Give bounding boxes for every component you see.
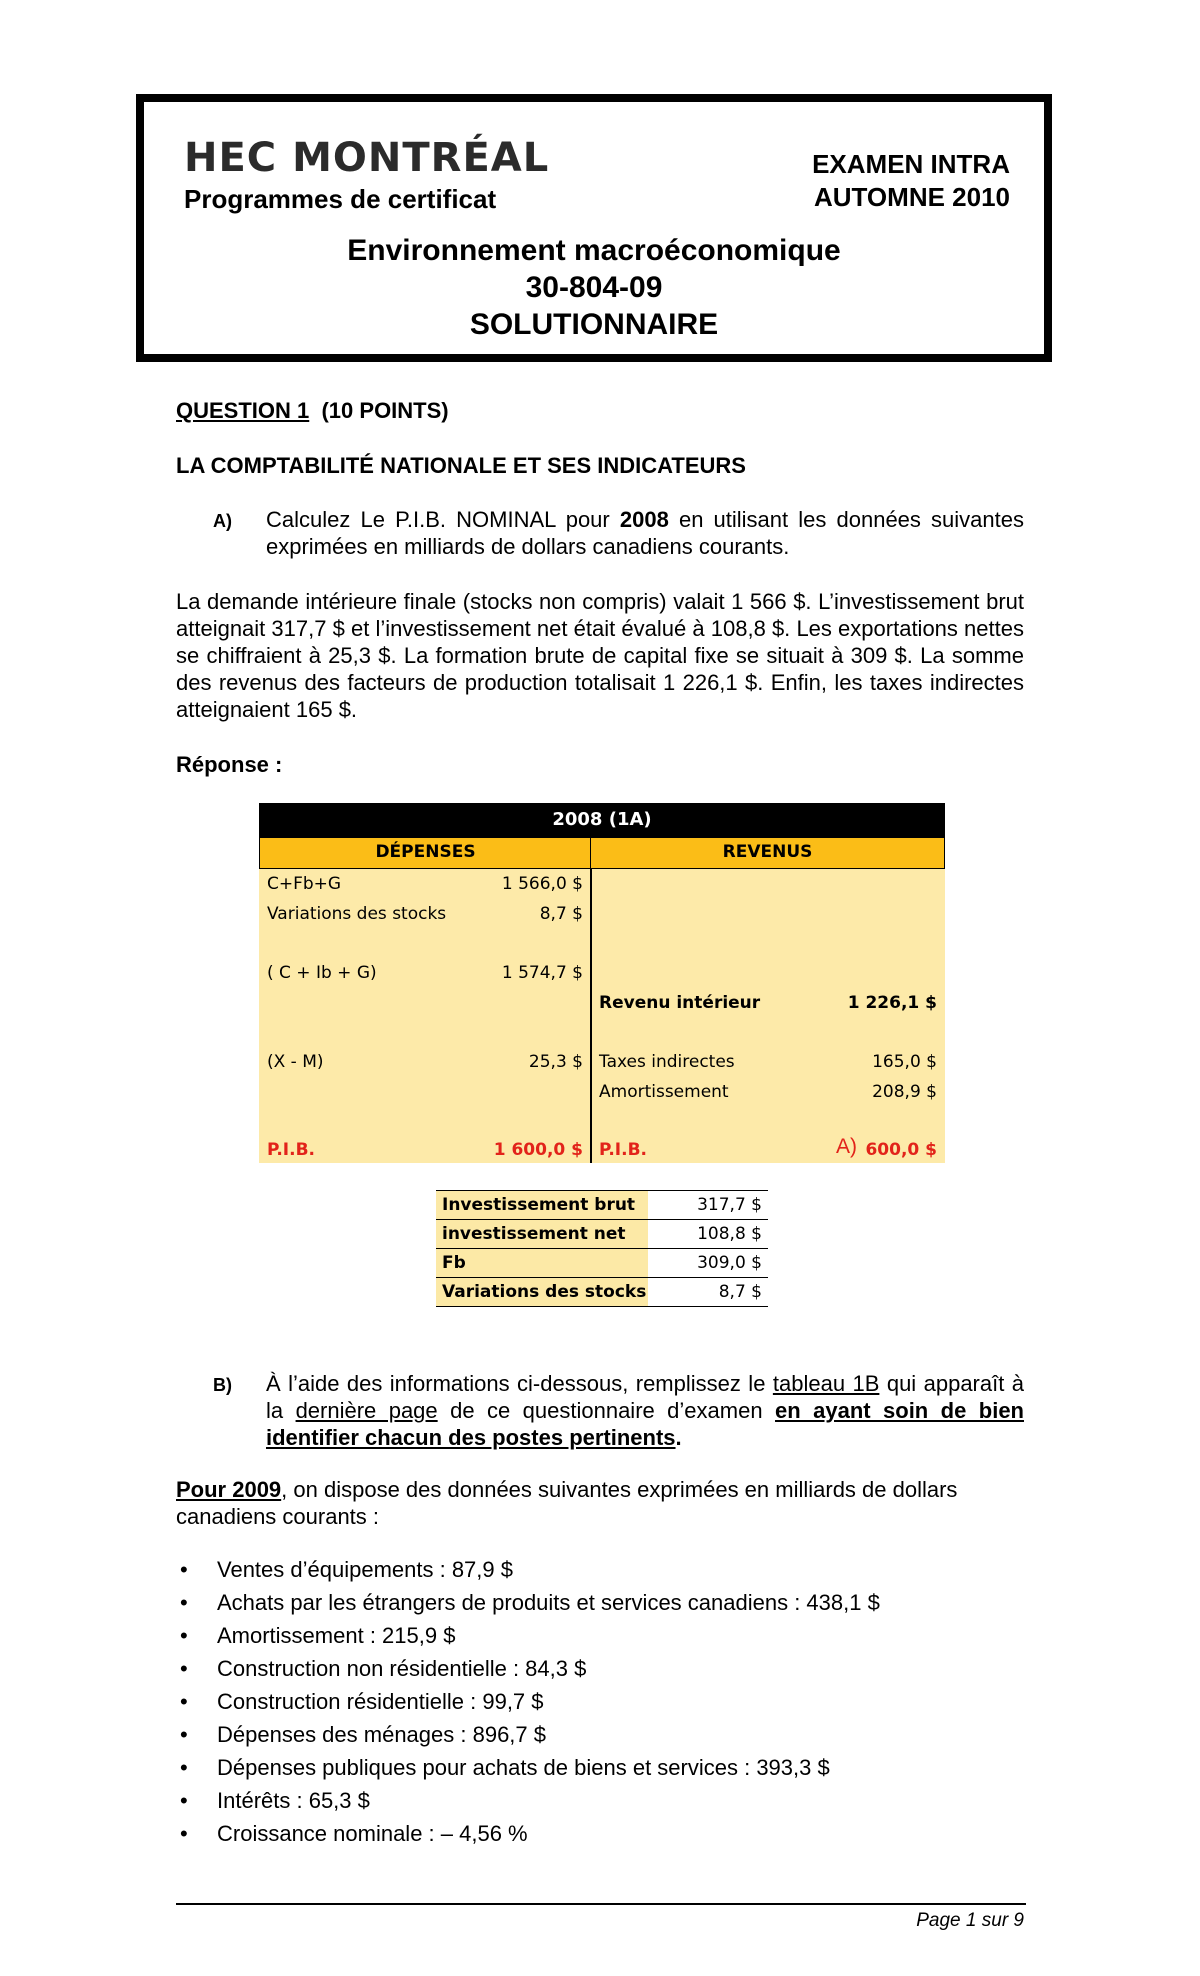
list-item: • Dépenses publiques pour achats de biens et services : 393,3 $: [180, 1751, 880, 1784]
part-a-text-1: Calculez Le P.I.B. NOMINAL pour: [266, 507, 610, 532]
answer-label: Réponse :: [176, 752, 283, 777]
table-1a: [259, 803, 945, 1163]
rev-row-value: 1 226,1 $: [847, 993, 937, 1013]
part-b-text: de ce questionnaire d’examen: [450, 1398, 763, 1423]
table-row: [436, 1249, 768, 1278]
depenses-header: DÉPENSES: [259, 837, 592, 869]
list-item: • Construction non résidentielle : 84,3 $: [180, 1652, 880, 1685]
dep-row-label: Variations des stocks: [267, 904, 447, 924]
part-b-text: qui apparaît à la: [266, 1371, 1025, 1423]
list-item: • Achats par les étrangers de produits et services canadiens : 438,1 $: [180, 1586, 880, 1619]
question-label: QUESTION 1: [176, 398, 310, 423]
tableau-1b-ref: tableau 1B: [772, 1371, 880, 1396]
intro-year: Pour 2009: [176, 1477, 282, 1502]
revenus-header: REVENUS: [590, 837, 945, 869]
dep-row-label: ( C + Ib + G): [267, 963, 377, 983]
table-1a-title: 2008 (1A): [259, 803, 945, 837]
row-label: investissement net: [436, 1220, 648, 1248]
part-a-instruction: [266, 506, 1024, 560]
part-b-marker: B): [213, 1375, 232, 1395]
part-a-marker: A): [213, 511, 232, 531]
row-label: Investissement brut: [436, 1191, 648, 1219]
list-item: • Amortissement : 215,9 $: [180, 1619, 880, 1652]
question-points: (10 POINTS): [321, 398, 449, 423]
rev-row-value: 165,0 $: [872, 1052, 937, 1072]
pib-rev-marker: A): [836, 1135, 857, 1158]
document-type: SOLUTIONNAIRE: [469, 308, 719, 341]
list-item: • Construction résidentielle : 99,7 $: [180, 1685, 880, 1718]
rev-row-label: Amortissement: [599, 1082, 729, 1102]
part-b-text: À l’aide des informations ci-dessous, remplissez le: [266, 1371, 766, 1396]
page-number: Page 1 sur 9: [916, 1910, 1024, 1931]
pib-rev-value: 600,0 $: [865, 1140, 937, 1160]
dep-row-value: 8,7 $: [539, 904, 583, 924]
dep-row-label: (X - M): [267, 1052, 324, 1072]
table-row: [436, 1278, 768, 1307]
footer-divider: [176, 1903, 1026, 1905]
list-item: • Ventes d’équipements : 87,9 $: [180, 1553, 880, 1586]
row-value: 8,7 $: [718, 1282, 762, 1302]
dep-row-value: 25,3 $: [528, 1052, 583, 1072]
list-item: • Croissance nominale : – 4,56 %: [180, 1817, 880, 1850]
part-a-text-2: en utilisant les données suivantes exprimées en milliards de dollars canadiens courants.: [266, 507, 1024, 559]
course-title: Environnement macroéconomique: [347, 234, 841, 267]
rev-row-label: Revenu intérieur: [599, 993, 761, 1013]
part-b-intro: [176, 1476, 1024, 1530]
row-value: 108,8 $: [697, 1224, 762, 1244]
rev-row-label: Taxes indirectes: [599, 1052, 735, 1072]
question-heading: [176, 397, 449, 424]
dep-row-value: 1 566,0 $: [501, 874, 583, 894]
part-a-data-paragraph: La demande intérieure finale (stocks non compris) valait 1 566 $. L’investissement brut atteignait 317,7 $ et l’investissement net était évalué à 108,8 $. Les exportations nettes se chiffraient à 25,3 $. La formation brute de capital fixe se situait à 309 $. La somme des revenus des facteurs de production totalisait 1 226,1 $. Enfin, les taxes indirectes atteignaient 165 $.: [176, 589, 1024, 722]
row-value: 309,0 $: [697, 1253, 762, 1273]
table-row: [436, 1191, 768, 1220]
pib-rev-label: P.I.B.: [599, 1140, 647, 1160]
last-page-ref: dernière page: [295, 1398, 438, 1423]
table-divider: [590, 869, 592, 1163]
exam-label: [812, 148, 1010, 214]
pib-dep-value: 1 600,0 $: [493, 1140, 583, 1160]
table-row: [436, 1220, 768, 1249]
dep-row-label: C+Fb+G: [267, 874, 342, 894]
program-name: Programmes de certificat: [184, 184, 497, 214]
header-box: [136, 94, 1052, 362]
data-bullet-list: [180, 1553, 880, 1850]
course-title-block: [144, 232, 1044, 343]
exam-session: AUTOMNE 2010: [813, 182, 1010, 212]
hec-logo: HEC MONTRÉAL: [184, 135, 550, 181]
intro-text: , on dispose des données suivantes exprimées en milliards de dollars canadiens courants :: [176, 1477, 958, 1529]
course-code: 30-804-09: [525, 271, 663, 304]
part-b-emphasis: en ayant soin de bien identifier chacun des postes pertinents: [266, 1398, 1024, 1450]
dep-row-value: 1 574,7 $: [501, 963, 583, 983]
rev-row-value: 208,9 $: [872, 1082, 937, 1102]
list-item: • Dépenses des ménages : 896,7 $: [180, 1718, 880, 1751]
part-a-year: 2008: [619, 507, 669, 532]
exam-type: EXAMEN INTRA: [812, 149, 1010, 179]
part-b-period: .: [675, 1425, 682, 1450]
investment-table: [436, 1190, 768, 1307]
row-label: Variations des stocks: [436, 1278, 648, 1306]
list-item: • Intérêts : 65,3 $: [180, 1784, 880, 1817]
row-value: 317,7 $: [697, 1195, 762, 1215]
row-label: Fb: [436, 1249, 648, 1277]
pib-dep-label: P.I.B.: [267, 1140, 315, 1160]
part-b-instruction: [266, 1370, 1024, 1451]
section-heading: LA COMPTABILITÉ NATIONALE ET SES INDICATEURS: [176, 453, 746, 478]
